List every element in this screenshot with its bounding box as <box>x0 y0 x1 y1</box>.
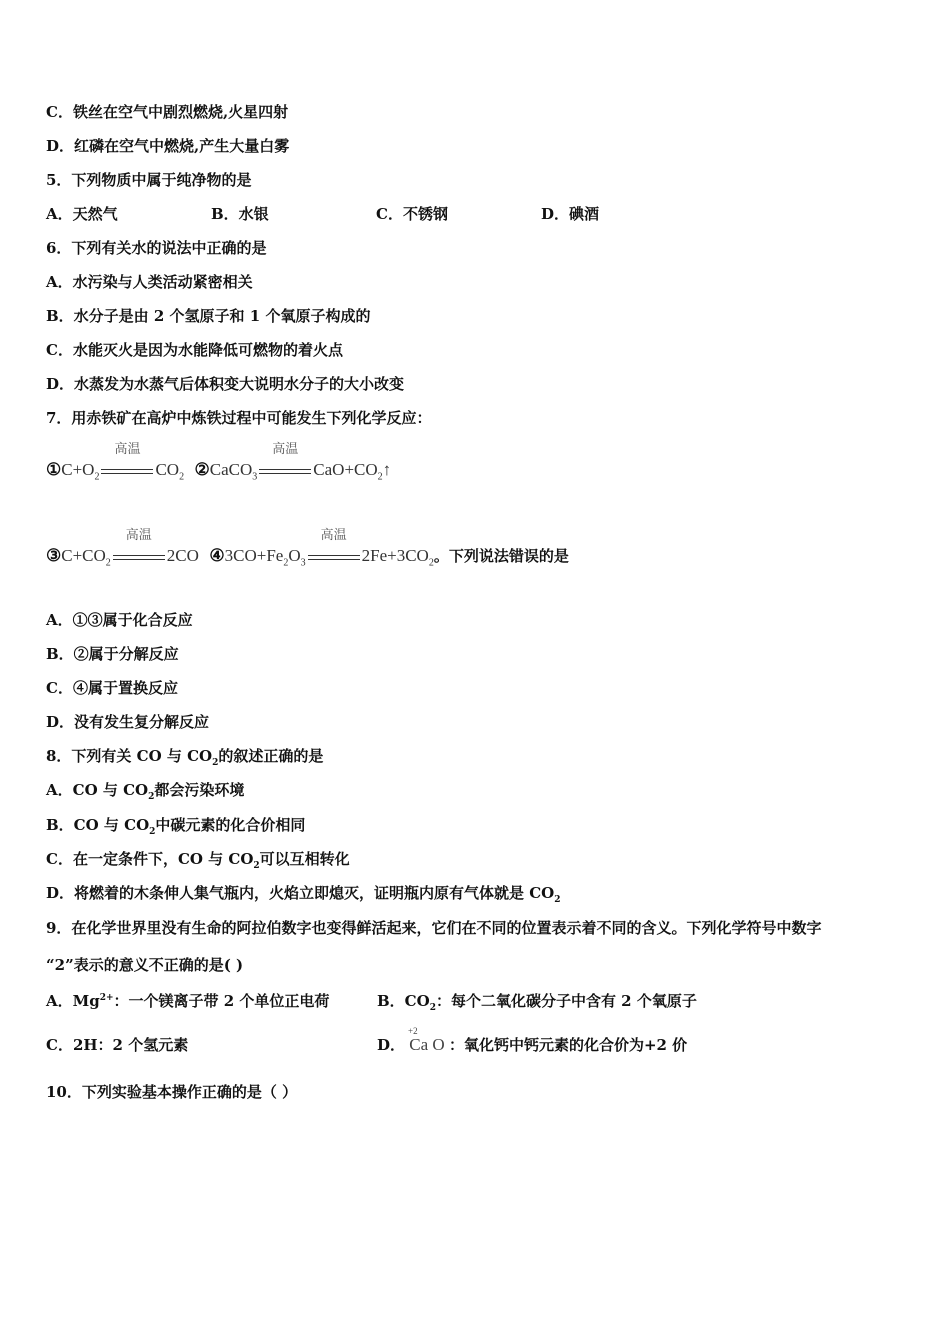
q8-option-a: A．CO 与 $CO_2$都会污染环境 <box>46 781 245 802</box>
reaction-2-products: $CaO+CO_2↑$ <box>313 460 392 483</box>
reaction-2-number: ② <box>194 460 210 480</box>
q10-stem: 10．下列实验基本操作正确的是（ ） <box>46 1083 298 1101</box>
q5-option-d: D．碘酒 <box>541 205 600 223</box>
reaction-1-condition: 高温 <box>101 460 153 480</box>
q8-stem: 8．下列有关 CO 与 $CO_2$的叙述正确的是 <box>46 747 324 768</box>
reaction-2-reactants: CaCO$_3$ <box>209 460 258 483</box>
q6-option-b: B．水分子是由 2 个氢原子和 1 个氧原子构成的 <box>46 307 371 325</box>
q9-option-a: A．$Mg^{2+}$：一个镁离子带 2 个单位正电荷 <box>46 992 330 1010</box>
q4-option-d: D．红磷在空气中燃烧,产生大量白雾 <box>46 137 290 155</box>
reaction-4-condition: 高温 <box>308 546 360 566</box>
q9-options-ab <box>46 988 697 1018</box>
q8-option-b: B．CO 与 $CO_2$中碳元素的化合价相同 <box>46 816 306 837</box>
q7-option-a: A．①③属于化合反应 <box>46 611 193 629</box>
q7-option-b: B．②属于分解反应 <box>46 645 179 663</box>
reaction-3-condition: 高温 <box>113 546 165 566</box>
q9-option-b: B．$CO_2$：每个二氧化碳分子中含有 2 个氧原子 <box>377 992 697 1013</box>
q7-stem-tail: 。下列说法错误的是 <box>433 547 569 565</box>
q9-stem-line2: “2”表示的意义不正确的是( ) <box>46 956 244 974</box>
q6-option-d: D．水蒸发为水蒸气后体积变大说明水分子的大小改变 <box>46 375 405 393</box>
q5-stem: 5．下列物质中属于纯净物的是 <box>46 171 252 189</box>
q6-option-a: A．水污染与人类活动紧密相关 <box>46 273 253 291</box>
reaction-4-reactants: $3CO+Fe_2O_3$ <box>224 546 306 569</box>
q8-option-d: D．将燃着的木条伸人集气瓶内，火焰立即熄灭，证明瓶内原有气体就是 $CO_2$ <box>46 884 561 905</box>
q5-option-b: B．水银 <box>211 205 269 223</box>
q6-option-c: C．水能灭火是因为水能降低可燃物的着火点 <box>46 341 343 359</box>
q9-option-c: C．2H：2 个氢元素 <box>46 1036 189 1054</box>
reaction-1-products: $CO_2$ <box>155 460 185 483</box>
q9-option-d: D． +2 Ca O ：氧化钙中钙元素的化合价为+2 价 <box>377 1026 688 1054</box>
q8-option-c: C．在一定条件下，CO 与 $CO_2$可以互相转化 <box>46 850 350 871</box>
reaction-4-products: $2Fe+3CO_2$ <box>361 546 434 569</box>
q9-stem-line1: 9．在化学世界里没有生命的阿拉伯数字也变得鲜活起来，它们在不同的位置表示着不同的含义。下列化学符号中数字 <box>46 919 822 937</box>
reaction-1-reactants: $C+O_2$ <box>61 460 100 483</box>
q7-reactions-row1 <box>46 442 392 487</box>
q7-reactions-row2 <box>46 528 569 573</box>
cao-valence-formula: +2 Ca O <box>405 1026 449 1054</box>
q9-options-cd <box>46 1026 688 1055</box>
q5-option-a: A．天然气 <box>46 205 118 223</box>
reaction-3-reactants: $C+CO_2$ <box>61 546 111 569</box>
q6-stem: 6．下列有关水的说法中正确的是 <box>46 239 267 257</box>
q7-option-c: C．④属于置换反应 <box>46 679 178 697</box>
q5-options <box>46 204 599 224</box>
q4-option-c: C．铁丝在空气中剧烈燃烧,火星四射 <box>46 103 289 121</box>
q7-option-d: D．没有发生复分解反应 <box>46 713 210 731</box>
q5-option-c: C．不锈钢 <box>376 205 448 223</box>
reaction-2-condition: 高温 <box>259 460 311 480</box>
reaction-3-number: ③ <box>46 546 62 566</box>
reaction-1-number: ① <box>46 460 62 480</box>
reaction-3-products: 2CO <box>166 546 199 565</box>
reaction-4-number: ④ <box>209 546 225 566</box>
q7-stem: 7．用赤铁矿在高炉中炼铁过程中可能发生下列化学反应： <box>46 409 432 427</box>
